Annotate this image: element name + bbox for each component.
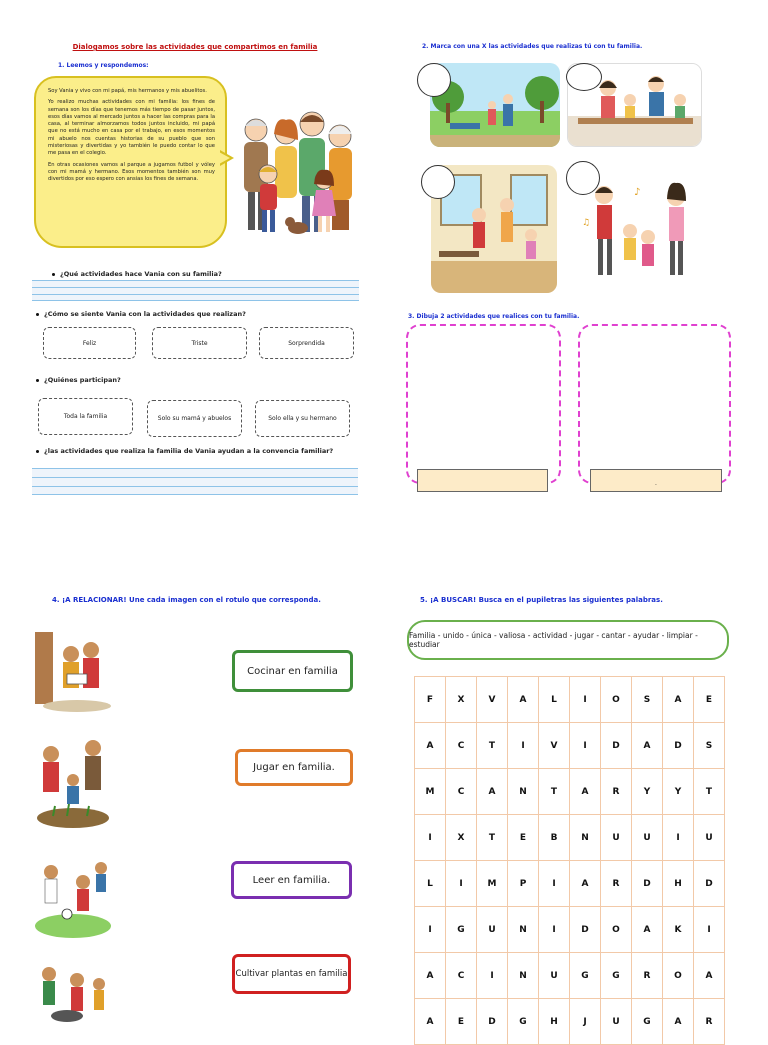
grid-cell[interactable]: T (694, 769, 725, 815)
grid-cell[interactable]: N (508, 953, 539, 999)
story-bubble (34, 76, 227, 248)
option-sorprendida[interactable]: Sorprendida (259, 327, 354, 359)
grid-row (415, 815, 725, 861)
grid-row (415, 769, 725, 815)
question-2-label: 2. Marca con una X las actividades que realizas tú con tu familia. (422, 43, 643, 50)
grid-cell[interactable]: G (446, 907, 477, 953)
grid-cell[interactable]: R (601, 769, 632, 815)
mark-circle-cleaning[interactable] (421, 165, 455, 199)
bullet-icon (52, 273, 55, 276)
label-leer-en-familia[interactable]: Leer en familia. (231, 861, 352, 899)
grid-row (415, 677, 725, 723)
caption-box-1[interactable] (417, 469, 548, 492)
grid-cell[interactable]: N (570, 815, 601, 861)
answer-lines-activities[interactable] (32, 280, 359, 301)
grid-cell[interactable]: R (601, 861, 632, 907)
grid-cell[interactable]: T (539, 769, 570, 815)
grid-cell[interactable]: U (601, 815, 632, 861)
grid-cell[interactable]: D (477, 999, 508, 1045)
grid-row (415, 723, 725, 769)
grid-cell[interactable]: Y (632, 769, 663, 815)
question-activities (52, 270, 222, 278)
grid-cell[interactable]: A (632, 907, 663, 953)
question-feel (36, 310, 246, 318)
grid-cell[interactable]: S (694, 723, 725, 769)
grid-cell[interactable]: T (477, 723, 508, 769)
bullet-icon (36, 379, 39, 382)
grid-cell[interactable]: C (446, 723, 477, 769)
grid-cell[interactable]: I (539, 907, 570, 953)
image-playing-family (33, 852, 113, 940)
worksheet-title: Dialogamos sobre las actividades que compartimos en familia (72, 43, 318, 51)
bullet-icon (36, 313, 39, 316)
grid-cell[interactable]: I (570, 723, 601, 769)
grid-cell[interactable]: N (508, 907, 539, 953)
grid-cell[interactable]: A (663, 999, 694, 1045)
label-jugar-en-familia[interactable]: Jugar en familia. (235, 749, 353, 786)
grid-cell[interactable]: R (694, 999, 725, 1045)
grid-cell[interactable]: L (539, 677, 570, 723)
image-reading-family (33, 628, 113, 714)
grid-cell[interactable]: V (477, 677, 508, 723)
grid-cell[interactable]: I (508, 723, 539, 769)
label-cocinar-en-familia[interactable]: Cocinar en familia (232, 650, 353, 692)
grid-cell[interactable]: T (477, 815, 508, 861)
grid-cell[interactable]: D (694, 861, 725, 907)
grid-cell[interactable]: V (539, 723, 570, 769)
grid-cell[interactable]: U (477, 907, 508, 953)
grid-cell[interactable]: A (632, 723, 663, 769)
grid-cell[interactable]: O (601, 677, 632, 723)
story-paragraph: Yo realizo muchas actividades con mi familia: los fines de semana son los días que tenemos más tiempo de pasar juntos, esos días vamos al mercado juntos a hacer las compras para la casa, al terminar almorzamos todos juntos incluido, mi papá que no está mucho en casa por el trabajo, en esos momentos mi abuelo nos cuentas historias de su pueblo que son misteriosas y divertidas y yo también le puedo contar lo que me pasa en el colegio. (48, 99, 215, 157)
option-triste[interactable]: Triste (152, 327, 247, 359)
grid-cell[interactable]: L (415, 861, 446, 907)
grid-cell[interactable]: F (415, 677, 446, 723)
grid-cell[interactable]: A (477, 769, 508, 815)
grid-cell[interactable]: A (508, 677, 539, 723)
bullet-icon (36, 450, 39, 453)
grid-cell[interactable]: I (570, 677, 601, 723)
question-3-label: 3. Dibuja 2 actividades que realices con tu familia. (408, 313, 580, 320)
question-5-label: 5. ¡A BUSCAR! Busca en el pupiletras las siguientes palabras. (420, 596, 663, 604)
option-toda-la-familia[interactable]: Toda la familia (38, 398, 133, 435)
drawing-area-2[interactable] (578, 324, 731, 484)
grid-cell[interactable]: A (570, 769, 601, 815)
grid-cell[interactable]: K (663, 907, 694, 953)
svg-text:♫: ♫ (582, 218, 591, 228)
grid-row (415, 953, 725, 999)
grid-cell[interactable]: N (508, 769, 539, 815)
answer-lines-help[interactable] (32, 468, 358, 495)
question-feel-text: ¿Cómo se siente Vania con la actividades que realizan? (44, 310, 246, 318)
mark-circle-cooking[interactable] (566, 63, 602, 91)
caption-box-2[interactable]: . (590, 469, 722, 492)
bubble-tail-inner (219, 152, 230, 164)
grid-cell[interactable]: D (570, 907, 601, 953)
option-ella-hermano[interactable]: Solo ella y su hermano (255, 400, 350, 437)
label-cultivar-plantas[interactable]: Cultivar plantas en familia (232, 954, 351, 994)
grid-cell[interactable]: Y (663, 769, 694, 815)
question-help-text: ¿las actividades que realiza la familia de Vania ayudan a la convencia familiar? (44, 447, 334, 455)
grid-cell[interactable]: O (663, 953, 694, 999)
grid-cell[interactable]: B (539, 815, 570, 861)
story-paragraph: Soy Vania y vivo con mi papá, mis hermanos y mis abuelitos. (48, 88, 207, 94)
grid-cell[interactable]: G (601, 953, 632, 999)
grid-cell[interactable]: A (415, 723, 446, 769)
mark-circle-dancing[interactable] (566, 161, 600, 195)
question-1-label: 1. Leemos y respondemos: (58, 62, 149, 69)
grid-cell[interactable]: A (570, 861, 601, 907)
grid-cell[interactable]: I (415, 907, 446, 953)
image-cultivating-family (33, 730, 113, 830)
grid-cell[interactable]: R (632, 953, 663, 999)
grid-cell[interactable]: A (663, 677, 694, 723)
grid-row (415, 907, 725, 953)
grid-cell[interactable]: J (570, 999, 601, 1045)
image-cooking-family (33, 958, 113, 1024)
option-feliz[interactable]: Feliz (43, 327, 136, 359)
grid-cell[interactable]: M (477, 861, 508, 907)
grid-cell[interactable]: I (539, 861, 570, 907)
question-activities-text: ¿Qué actividades hace Vania con su familia? (60, 270, 222, 278)
mark-circle-park[interactable] (417, 63, 451, 97)
grid-row (415, 861, 725, 907)
grid-cell[interactable]: U (694, 815, 725, 861)
grid-cell[interactable]: M (415, 769, 446, 815)
family-illustration (236, 100, 358, 240)
question-help (36, 447, 333, 455)
grid-cell[interactable]: X (446, 677, 477, 723)
grid-cell[interactable]: G (570, 953, 601, 999)
grid-cell[interactable]: H (539, 999, 570, 1045)
grid-cell[interactable]: E (508, 815, 539, 861)
question-who (36, 376, 121, 384)
grid-cell[interactable]: I (446, 861, 477, 907)
grid-cell[interactable]: I (663, 815, 694, 861)
grid-cell[interactable]: I (477, 953, 508, 999)
question-4-label: 4. ¡A RELACIONAR! Une cada imagen con el rotulo que corresponda. (52, 596, 321, 604)
grid-cell[interactable]: X (446, 815, 477, 861)
grid-cell[interactable]: D (601, 723, 632, 769)
grid-cell[interactable]: C (446, 769, 477, 815)
grid-cell[interactable]: O (601, 907, 632, 953)
grid-row (415, 999, 725, 1045)
grid-cell[interactable]: H (663, 861, 694, 907)
grid-cell[interactable]: A (415, 953, 446, 999)
grid-cell[interactable]: E (694, 677, 725, 723)
grid-cell[interactable]: G (632, 999, 663, 1045)
grid-cell[interactable]: U (601, 999, 632, 1045)
grid-cell[interactable]: U (632, 815, 663, 861)
grid-cell[interactable]: S (632, 677, 663, 723)
question-who-text: ¿Quiénes participan? (44, 376, 121, 384)
grid-cell[interactable]: I (694, 907, 725, 953)
story-paragraph: En otras ocasiones vamos al parque a jugamos futbol y vóley con mi mamá y hermano. Esos momentos también son muy divertidos por eso espero con ansias los fines de semana. (48, 161, 215, 183)
grid-cell[interactable]: D (632, 861, 663, 907)
grid-cell[interactable]: P (508, 861, 539, 907)
grid-cell[interactable]: G (508, 999, 539, 1045)
drawing-area-1[interactable] (406, 324, 561, 484)
grid-cell[interactable]: C (446, 953, 477, 999)
option-mama-abuelos[interactable]: Solo su mamá y abuelos (147, 400, 242, 437)
word-search-grid (414, 676, 725, 1045)
grid-cell[interactable]: A (415, 999, 446, 1045)
grid-cell[interactable]: I (415, 815, 446, 861)
grid-cell[interactable]: D (663, 723, 694, 769)
grid-cell[interactable]: E (446, 999, 477, 1045)
word-list-box: Familia - unido - única - valiosa - actividad - jugar - cantar - ayudar - limpiar - estudiar (407, 620, 729, 660)
svg-text:♪: ♪ (634, 187, 641, 198)
grid-cell[interactable]: A (694, 953, 725, 999)
grid-cell[interactable]: U (539, 953, 570, 999)
